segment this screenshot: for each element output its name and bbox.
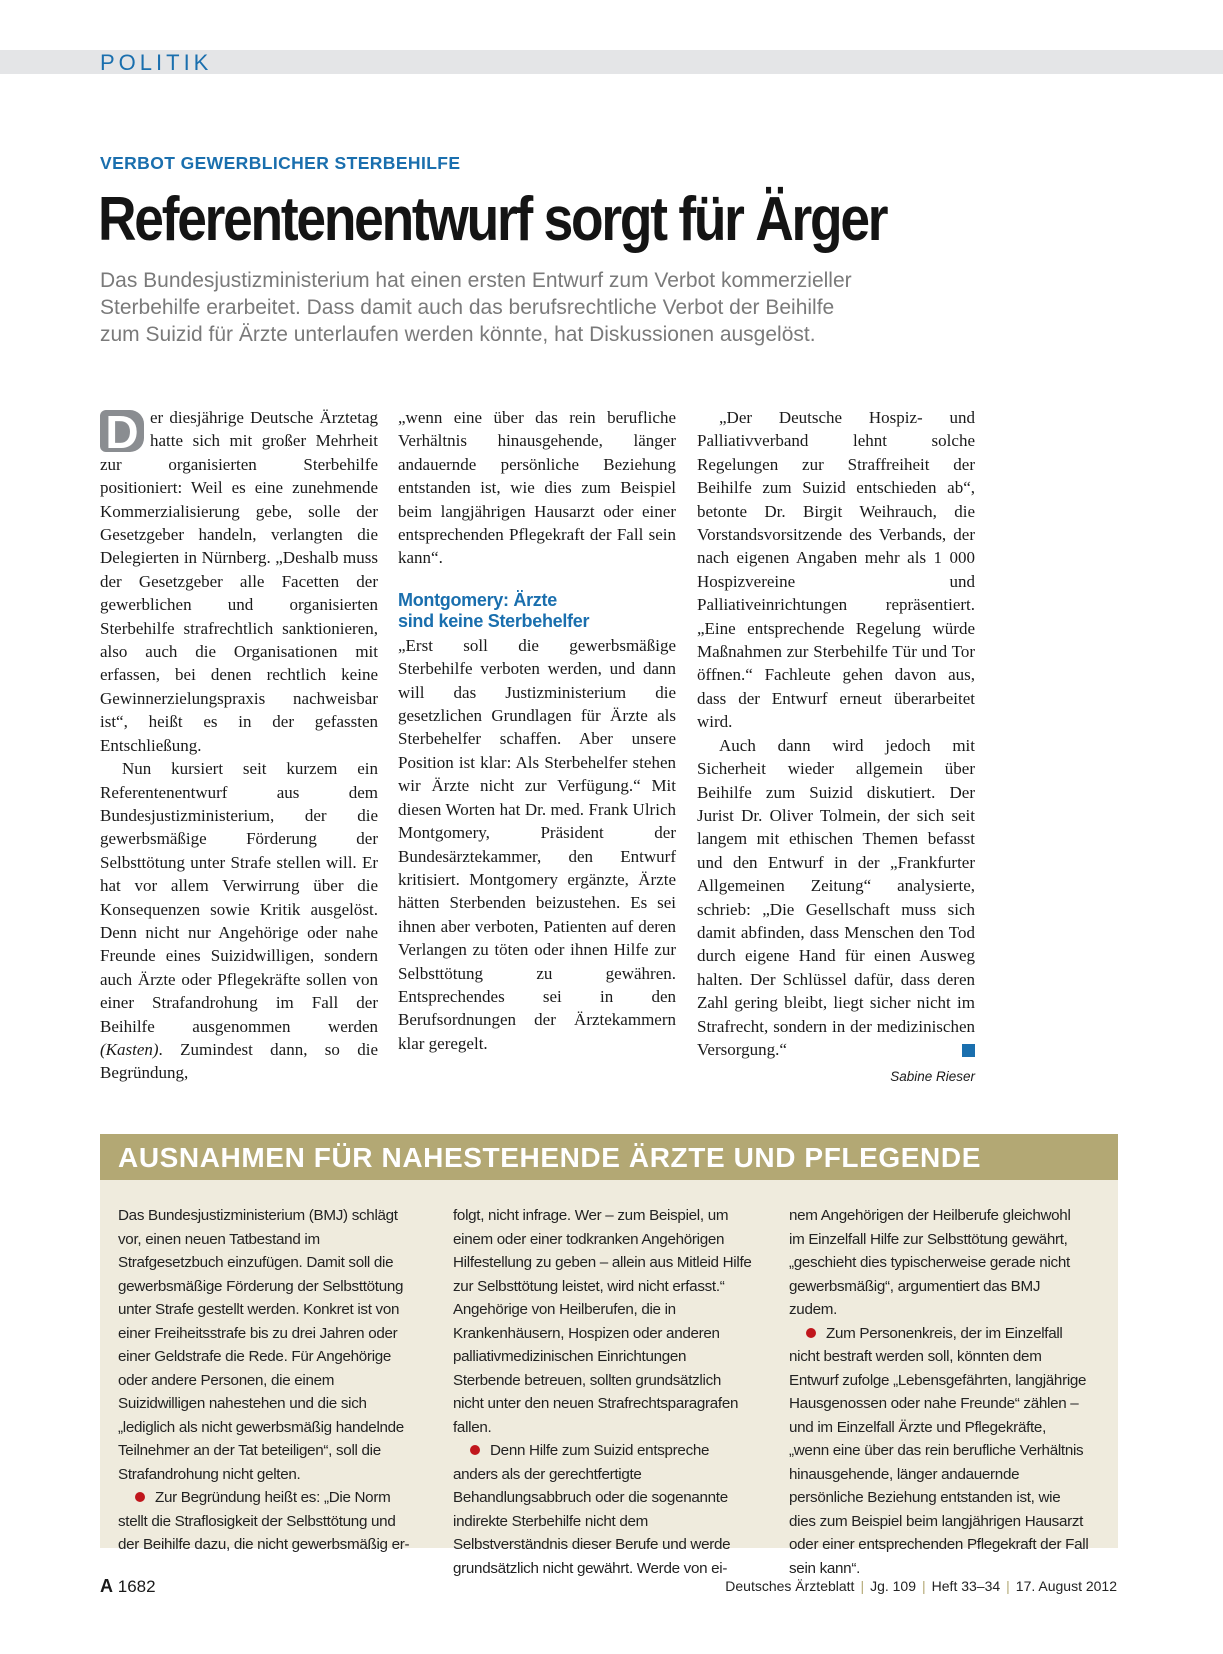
paragraph-text: Auch dann wird jedoch mit Sicherheit wieder allgemein über Beihilfe zum Suizid diskutiert. Der Jurist Dr. Oliver Tolmein, der sich seit langem mit ethischen Themen befasst und den Entwurf in der „Frankfurter Allgemeinen Zeitung“ analysierte, schrieb: „Die Gesellschaft muss sich damit abfinden, dass Menschen den Tod durch eigene Hand für einen Ausweg halten. Der Schlüssel dafür, dass deren Zahl gering bleibt, liegt sicher nicht im Strafrecht, sondern in der medizinischen Versorgung.“	[697, 735, 975, 1059]
paragraph-text: Zur Begründung heißt es: „Die Norm stellt die Straflosigkeit der Selbsttötung und der Beihilfe dazu, die nicht gewerbsmäßig er-	[118, 1489, 410, 1553]
article-paragraph: „Erst soll die gewerbsmäßige Sterbehilfe verboten werden, und dann will das Justizministerium die gesetzlichen Grundlagen für Ärzte als Sterbehelfer schaffen. Aber unsere Position ist klar: Als Sterbehelfer stehen wir Ärzte nicht zur Verfügung.“ Mit diesen Worten hat Dr. med. Frank Ulrich Montgomery, Präsident der Bundesärztekammer, den Entwurf kritisiert. Montgomery ergänzte, Ärzte hätten Sterbenden beizustehen. Es sei ihnen aber verboten, Patienten auf deren Verlangen zu töten oder ihnen Hilfe zur Selbsttötung zu gewähren. Entsprechendes sei in den Berufsordnungen der Ärztekammern klar geregelt.	[398, 635, 676, 1053]
paragraph-text: Denn Hilfe zum Suizid entspreche anders als der gerechtfertigte Behandlungsabbruch oder die sogenannte indirekte Sterbehilfe nicht dem Selbstverständnis dieser Berufe und werde grundsätzlich nicht gewährt. Werde von ei-	[453, 1442, 731, 1577]
journal-issue: Heft 33–34	[931, 1578, 1001, 1594]
publication-info	[725, 1578, 1117, 1594]
bullet-icon	[135, 1492, 145, 1502]
article-paragraph: „wenn eine über das rein berufliche Verhältnis hinausgehende, länger andauernde persönliche Beziehung entstanden ist, wie dies zum Beispiel beim langjährigen Hausarzt oder einer entsprechenden Pflegekraft der Fall sein kann“.	[398, 408, 676, 568]
subheading-line: Montgomery: Ärzte	[398, 589, 557, 610]
box-paragraph	[118, 1486, 418, 1557]
subheading-line: sind keine Sterbehelfer	[398, 610, 590, 631]
bullet-icon	[470, 1445, 480, 1455]
info-box-title: AUSNAHMEN FÜR NAHESTEHENDE ÄRZTE UND PFLEGENDE	[118, 1142, 981, 1173]
box-paragraph	[789, 1322, 1089, 1581]
box-paragraph: folgt, nicht infrage. Wer – zum Beispiel, um einem oder einer todkranken Angehörigen Hilfestellung zu geben – allein aus Mitleid Hilfe zur Selbsttötung leistet, wird nicht erfasst.“ Angehörige von Heilberufen, die in Krankenhäusern, Hospizen oder anderen palliativmedizinischen Einrichtungen Sterbende betreuen, sollten grundsätzlich nicht unter den neuen Strafrechtsparagrafen fallen.	[453, 1207, 752, 1436]
journal-name: Deutsches Ärzteblatt	[725, 1578, 855, 1594]
bullet-icon	[806, 1328, 816, 1338]
paragraph-text: er diesjährige Deutsche Ärztetag hatte sich mit großer Mehrheit zur organisierten Sterbehilfe positioniert: Weil es eine zunehmende Kommerzialisierung gebe, solle der Gesetzgeber handeln, verlangten die Delegierten in Nürnberg. „Deshalb muss der Gesetzgeber alle Facetten der gewerblichen und organisierten Sterbehilfe strafrechtlich sanktionieren, also auch die Organisationen mit erfassen, bei denen rechtlich keine Gewinnerzielungspraxis nachweisbar ist“, heißt es in der gefassten Entschließung.	[100, 408, 378, 755]
separator: |	[860, 1578, 865, 1594]
paragraph-text: . Zumindest dann, so die Begründung,	[100, 1039, 378, 1083]
article-lead	[100, 267, 960, 348]
article-kicker: VERBOT GEWERBLICHER STERBEHILFE	[100, 153, 461, 173]
publication-date: 17. August 2012	[1015, 1578, 1117, 1594]
separator: |	[1006, 1578, 1010, 1594]
article-column-2	[398, 406, 676, 1055]
lead-line: Sterbehilfe erarbeitet. Dass damit auch das berufsrechtliche Verbot der Beihilfe	[100, 296, 835, 319]
box-paragraph	[453, 1439, 753, 1580]
section-label: POLITIK	[100, 50, 213, 75]
article-paragraph	[697, 734, 975, 1062]
page-number	[100, 1576, 156, 1597]
lead-line: Das Bundesjustizministerium hat einen ersten Entwurf zum Verbot kommerzieller	[100, 269, 852, 292]
paragraph-text: Nun kursiert seit kurzem ein Referentenentwurf aus dem Bundesjustizministerium, der die gewerbsmäßige Förderung der Selbsttötung unter Strafe stellen will. Er hat vor allem Verwirrung über die Konsequenzen sowie Kritik ausgelöst. Denn nicht nur Angehörige oder nahe Freunde eines Suizidwilligen, sondern auch Ärzte oder Pflegekräfte sollen von einer Strafandrohung im Fall der Beihilfe ausgenommen werden	[100, 759, 378, 1036]
journal-volume: Jg. 109	[870, 1578, 917, 1594]
info-box-column-2	[453, 1204, 753, 1580]
dropcap: D	[100, 410, 144, 452]
article-paragraph	[100, 757, 378, 1085]
page-prefix: A	[100, 1576, 113, 1596]
info-box-header	[100, 1134, 1118, 1180]
page-number-value: 1682	[117, 1577, 156, 1596]
article-column-1	[100, 406, 378, 1085]
box-paragraph: Das Bundesjustizministerium (BMJ) schlägt vor, einen neuen Tatbestand im Strafgesetzbuch einzufügen. Damit soll die gewerbsmäßige Förderung der Selbsttötung unter Strafe gestellt werden. Konkret ist von einer Freiheitsstrafe bis zu drei Jahren oder einer Geldstrafe die Rede. Für Angehörige oder andere Personen, die einem Suizidwilligen nahestehen und die sich „lediglich als nicht gewerbsmäßig handelnde Teilnehmer an der Tat beteiligen“, soll die Strafandrohung nicht gelten.	[118, 1207, 404, 1483]
article-headline: Referentenentwurf sorgt für Ärger	[98, 185, 887, 254]
end-mark-icon	[962, 1044, 975, 1057]
paragraph-text: Zum Personenkreis, der im Einzelfall nicht bestraft werden soll, könnten dem Entwurf zufolge „Lebensgefährten, langjährige Hausgenossen oder nahe Freunde“ zählen – und im Einzelfall Ärzte und Pflegekräfte, „wenn eine über das rein berufliche Verhältnis hinausgehende, länger andauernde persönliche Beziehung entstanden ist, wie dies zum Beispiel beim langjährigen Hausarzt oder einer entsprechenden Pflegekraft der Fall sein kann“.	[789, 1324, 1089, 1577]
article-subheading	[398, 590, 676, 632]
article-column-3	[697, 406, 975, 1089]
info-box-column-3	[789, 1204, 1089, 1580]
box-reference: (Kasten)	[100, 1039, 159, 1059]
box-paragraph: nem Angehörigen der Heilberufe gleichwohl im Einzelfall Hilfe zur Selbsttötung gewährt, „geschieht dies typischerweise gerade nicht gewerbsmäßig“, argumentiert das BMJ zudem.	[789, 1207, 1071, 1318]
article-paragraph	[100, 406, 378, 757]
article-author: Sabine Rieser	[890, 1069, 975, 1085]
separator: |	[922, 1578, 926, 1594]
lead-line: zum Suizid für Ärzte unterlaufen werden könnte, hat Diskussionen ausgelöst.	[100, 323, 816, 346]
article-paragraph: „Der Deutsche Hospiz- und Palliativverband lehnt solche Regelungen zur Straffreiheit der Beihilfe zum Suizid entschieden ab“, betonte Dr. Birgit Weihrauch, die Vorstandsvorsitzende des Verbands, der nach eigenen Angaben mehr als 1 000 Hospizvereine und Palliativeinrichtungen repräsentiert. „Eine entsprechende Regelung würde Maßnahmen zur Sterbehilfe Tür und Tor öffnen.“ Fachleute gehen davon aus, dass der Entwurf erneut überarbeitet wird.	[697, 408, 975, 732]
info-box-column-1	[118, 1204, 418, 1557]
